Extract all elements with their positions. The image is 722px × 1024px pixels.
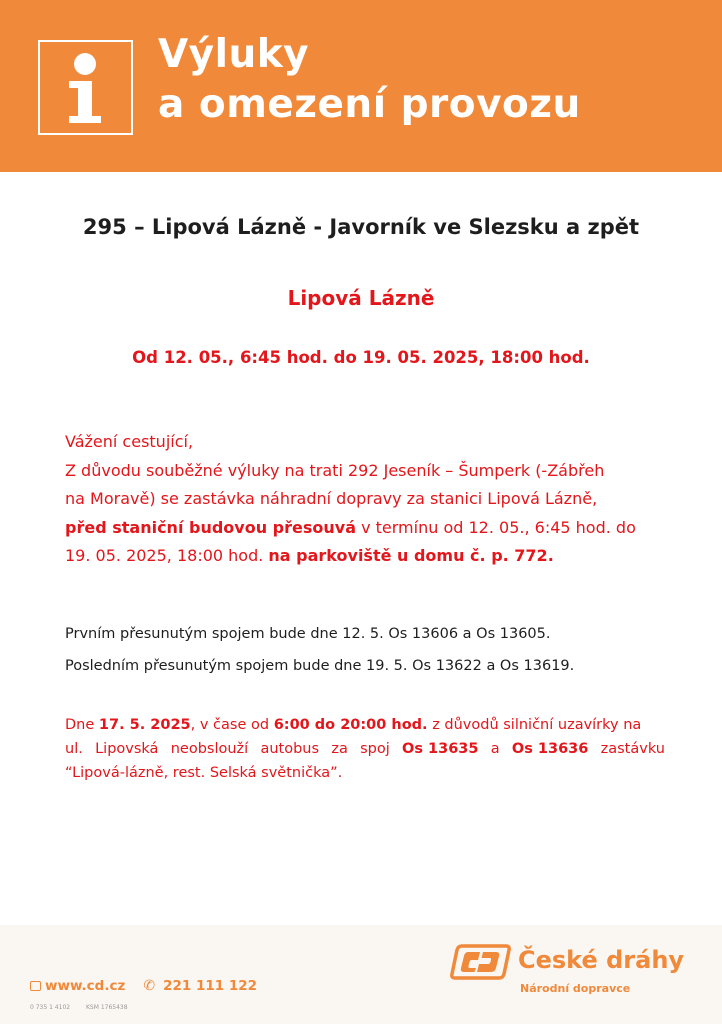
brand-tagline: Národní dopravce bbox=[520, 982, 631, 995]
closure-date: 17. 5. 2025 bbox=[98, 717, 191, 733]
closure-word: autobus bbox=[260, 741, 320, 757]
connection-info bbox=[65, 618, 685, 682]
first-connection: Prvním přesunutým spojem bude dne 12. 5. Os 13606 a Os 13605. bbox=[65, 626, 551, 642]
route-title: 295 – Lipová Lázně - Javorník ve Slezsku a zpět bbox=[82, 215, 640, 239]
closure-word: spoj bbox=[360, 741, 390, 757]
notice-line-4-text: 19. 05. 2025, 18:00 hod. bbox=[65, 546, 269, 565]
title-line-2: a omezení provozu bbox=[158, 82, 581, 127]
notice-greeting: Vážení cestující, bbox=[65, 432, 194, 451]
closure-word: a bbox=[490, 741, 500, 757]
closure-text: Dne bbox=[65, 717, 95, 733]
closure-text: , v čase od bbox=[190, 717, 270, 733]
road-closure-notice bbox=[65, 713, 665, 785]
footer-contact bbox=[30, 978, 257, 994]
closure-time: 6:00 do 20:00 hod. bbox=[273, 717, 428, 733]
phone-number[interactable]: 221 111 122 bbox=[163, 978, 258, 994]
closure-line-2 bbox=[65, 737, 665, 761]
notice-line-1: Z důvodu souběžné výluky na trati 292 Jeseník – Šumperk (-Zábřeh bbox=[65, 460, 605, 480]
info-icon bbox=[38, 40, 133, 135]
closure-word: za bbox=[331, 741, 348, 757]
website-link[interactable]: www.cd.cz bbox=[45, 978, 126, 994]
closure-word: ul. bbox=[65, 741, 83, 757]
closure-word: Lipovská bbox=[95, 741, 159, 757]
footer-code: KSM 1765438 bbox=[86, 1004, 128, 1011]
title-line-1: Výluky bbox=[158, 32, 310, 77]
closure-stop-name: “Lipová-lázně, rest. Selská světnička”. bbox=[65, 765, 343, 781]
header-banner bbox=[0, 0, 722, 172]
notice-text bbox=[65, 428, 685, 571]
footer-codes bbox=[30, 1004, 128, 1011]
notice-line-3-text: v termínu od 12. 05., 6:45 hod. do bbox=[356, 517, 636, 537]
closure-period: Od 12. 05., 6:45 hod. do 19. 05. 2025, 18:00 hod. bbox=[132, 348, 590, 367]
closure-text: z důvodů silniční uzavírky na bbox=[432, 717, 642, 733]
web-icon bbox=[30, 981, 41, 991]
station-name: Lipová Lázně bbox=[287, 286, 435, 310]
closure-line-1 bbox=[65, 713, 665, 737]
page-title bbox=[158, 30, 581, 130]
cd-logo-icon bbox=[446, 940, 512, 984]
brand-name: České dráhy bbox=[518, 946, 685, 974]
notice-line-2: na Moravě) se zastávka náhradní dopravy za stanici Lipová Lázně, bbox=[65, 489, 598, 508]
last-connection: Posledním přesunutým spojem bude dne 19. 5. Os 13622 a Os 13619. bbox=[65, 658, 575, 674]
closure-word: neobslouží bbox=[170, 741, 249, 757]
phone-icon: ✆ bbox=[143, 978, 156, 994]
footer-code: 0 735 1 4102 bbox=[30, 1004, 71, 1011]
closure-service-2: Os 13636 bbox=[511, 741, 589, 757]
notice-line-3 bbox=[65, 514, 685, 543]
closure-word: zastávku bbox=[600, 741, 665, 757]
notice-emphasis-location: na parkoviště u domu č. p. 772. bbox=[268, 546, 554, 565]
notice-emphasis-relocation: před staniční budovou přesouvá bbox=[65, 517, 356, 537]
closure-service-1: Os 13635 bbox=[402, 741, 479, 757]
notice-line-4 bbox=[65, 542, 685, 571]
